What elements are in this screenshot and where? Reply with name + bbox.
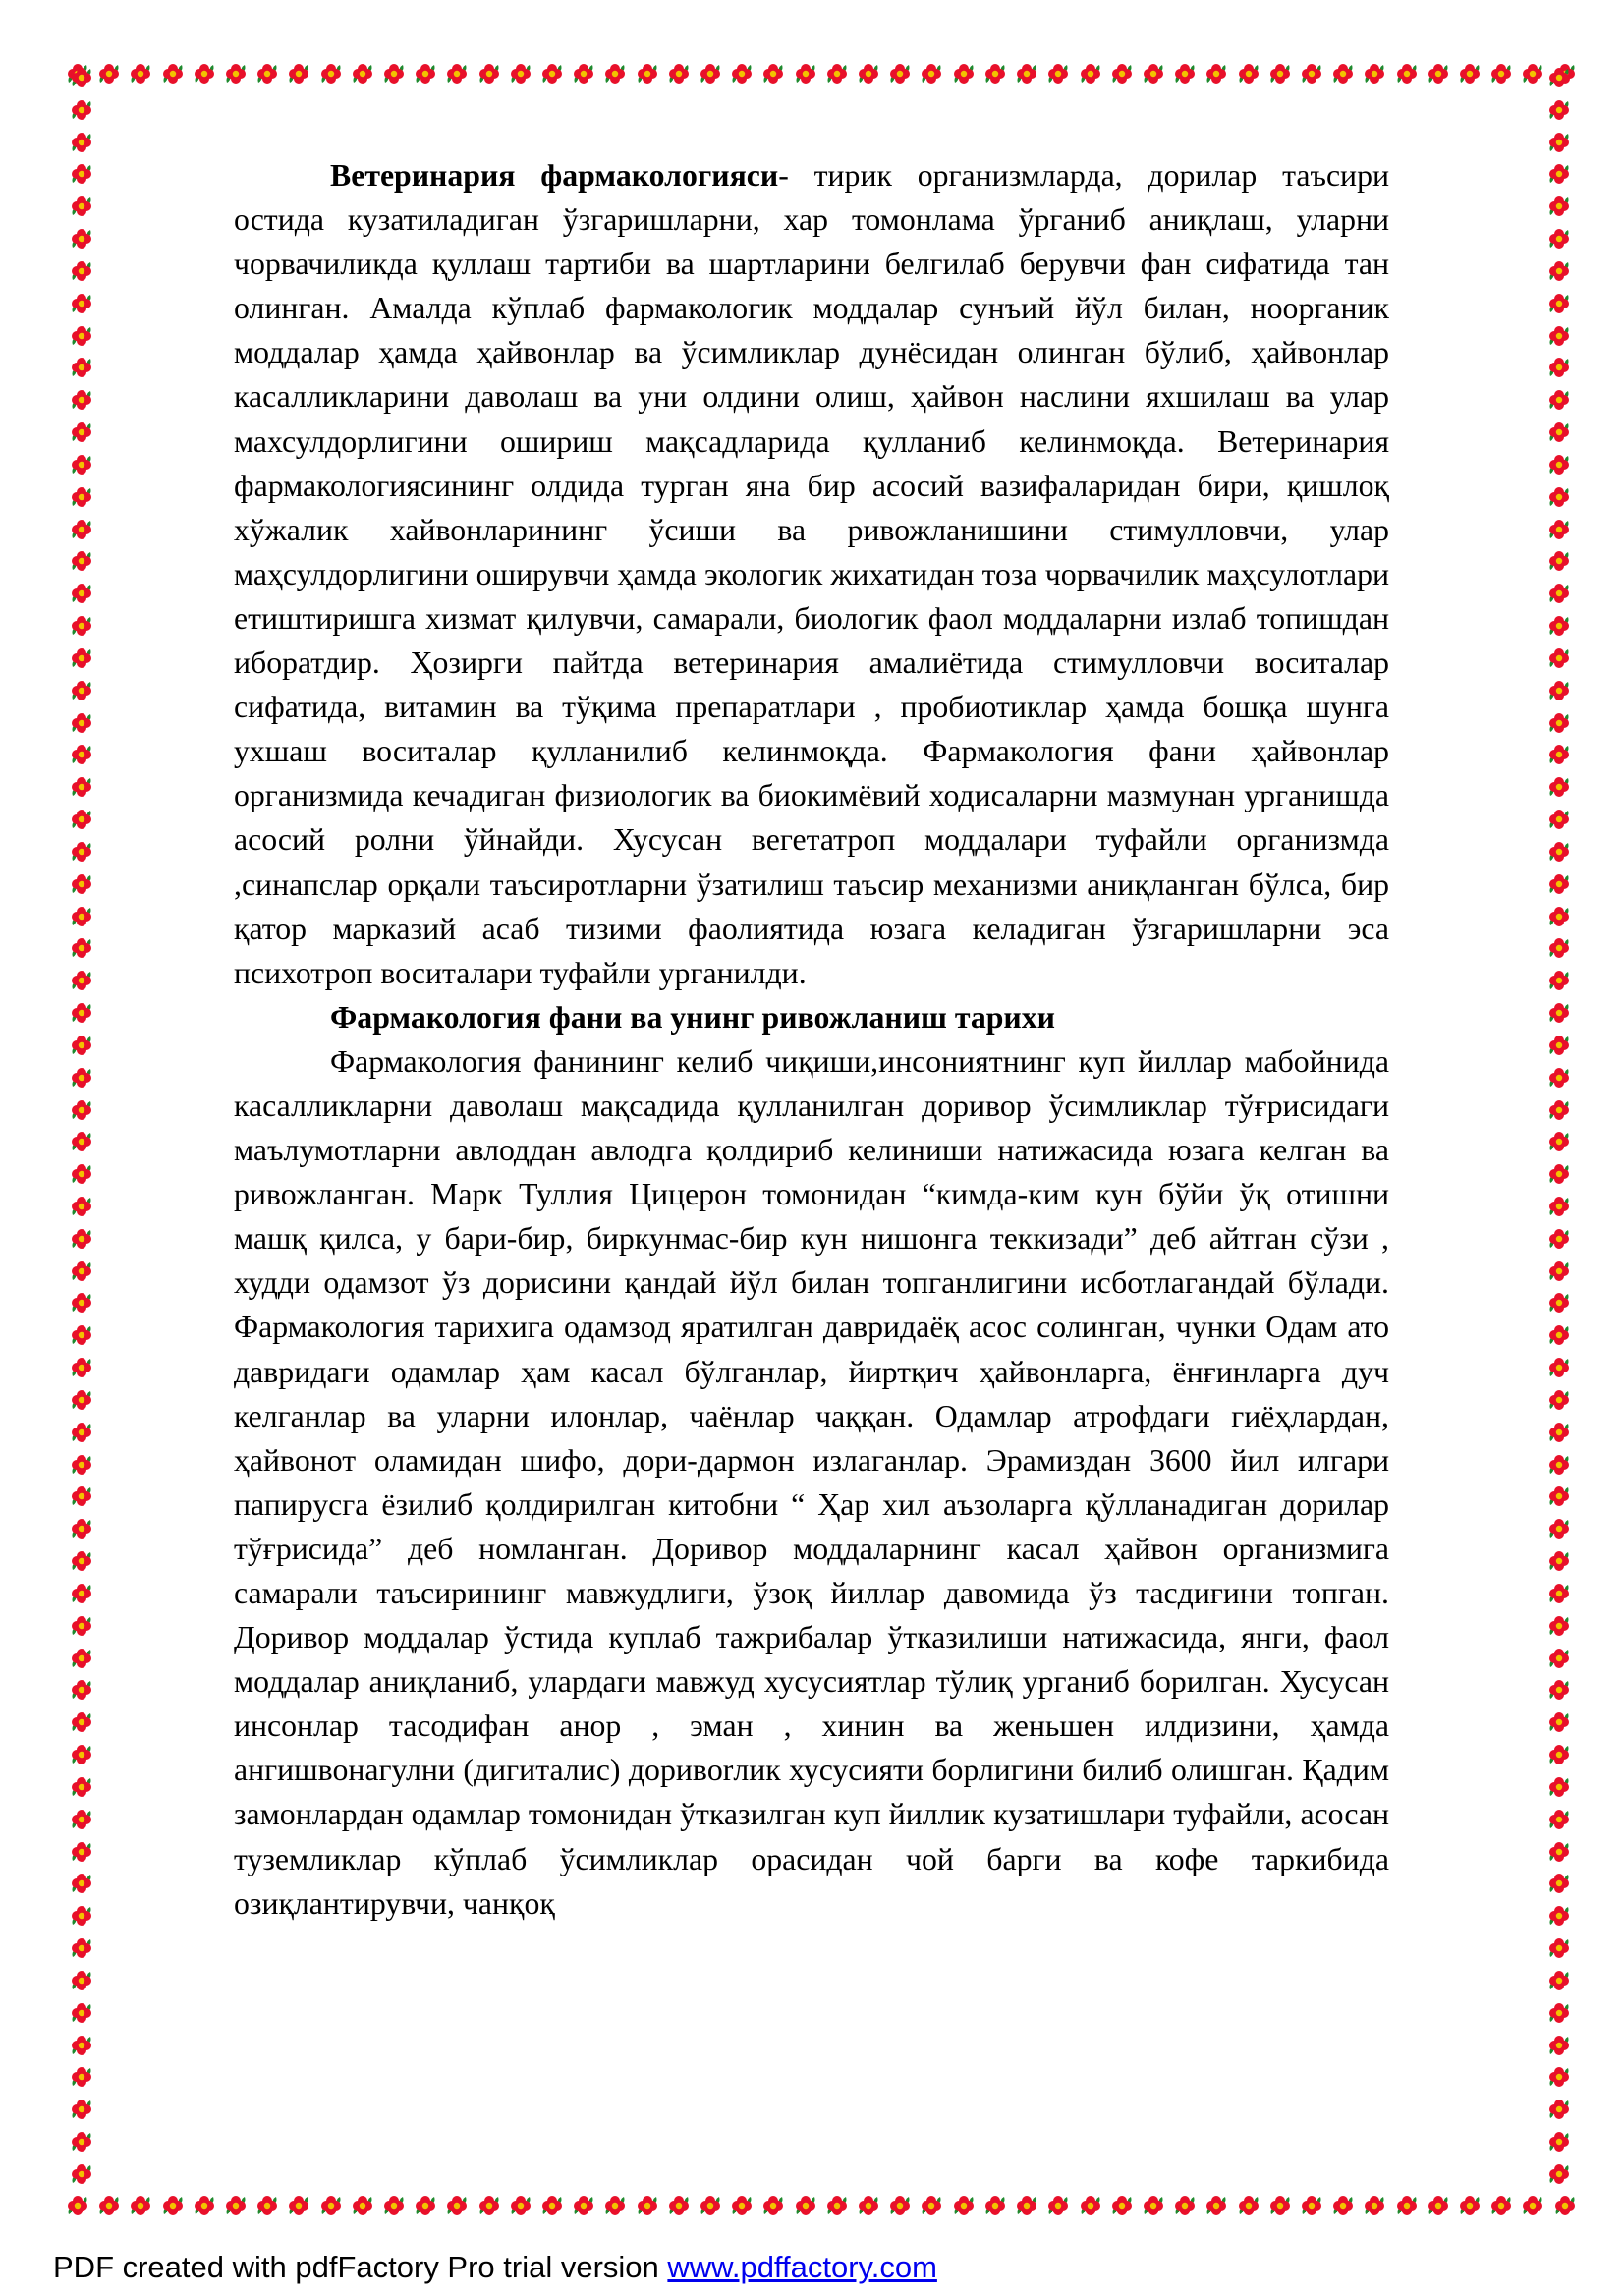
red-flower-icon bbox=[1546, 710, 1572, 736]
red-flower-icon bbox=[1267, 61, 1293, 86]
red-flower-icon bbox=[318, 2193, 344, 2218]
red-flower-icon bbox=[1299, 2193, 1324, 2218]
red-flower-icon bbox=[444, 2193, 470, 2218]
red-flower-icon bbox=[1546, 2097, 1572, 2122]
red-flower-icon bbox=[1546, 323, 1572, 349]
red-flower-icon bbox=[1546, 1097, 1572, 1123]
red-flower-icon bbox=[1546, 1807, 1572, 1832]
red-flower-icon bbox=[69, 97, 94, 123]
red-flower-icon bbox=[1014, 2193, 1039, 2218]
red-flower-icon bbox=[1546, 839, 1572, 865]
red-flower-icon bbox=[760, 61, 786, 86]
red-flower-icon bbox=[65, 2193, 90, 2218]
red-flower-icon bbox=[571, 2193, 596, 2218]
red-flower-icon bbox=[69, 1322, 94, 1348]
red-flower-icon bbox=[1204, 61, 1229, 86]
border-bottom bbox=[65, 2193, 1578, 2226]
red-flower-icon bbox=[1362, 61, 1387, 86]
section-heading: Фармакология фани ва унинг ривожланиш тарихи bbox=[330, 999, 1055, 1035]
red-flower-icon bbox=[1078, 2193, 1103, 2218]
red-flower-icon bbox=[1546, 226, 1572, 252]
red-flower-icon bbox=[666, 2193, 692, 2218]
red-flower-icon bbox=[729, 2193, 755, 2218]
red-flower-icon bbox=[666, 61, 692, 86]
red-flower-icon bbox=[69, 1065, 94, 1091]
red-flower-icon bbox=[69, 935, 94, 961]
paragraph-intro bbox=[234, 153, 1389, 995]
red-flower-icon bbox=[69, 2033, 94, 2058]
red-flower-icon bbox=[1546, 1742, 1572, 1767]
red-flower-icon bbox=[69, 1742, 94, 1767]
red-flower-icon bbox=[1267, 2193, 1293, 2218]
red-flower-icon bbox=[824, 2193, 850, 2218]
red-flower-icon bbox=[1546, 194, 1572, 219]
red-flower-icon bbox=[69, 871, 94, 897]
red-flower-icon bbox=[698, 61, 723, 86]
red-flower-icon bbox=[69, 1226, 94, 1252]
red-flower-icon bbox=[1546, 1226, 1572, 1252]
red-flower-icon bbox=[1546, 1581, 1572, 1606]
red-flower-icon bbox=[539, 2193, 565, 2218]
red-flower-icon bbox=[69, 323, 94, 349]
red-flower-icon bbox=[69, 161, 94, 187]
red-flower-icon bbox=[69, 2161, 94, 2187]
pdf-footer bbox=[53, 2250, 937, 2285]
red-flower-icon bbox=[69, 1516, 94, 1541]
red-flower-icon bbox=[128, 2193, 153, 2218]
red-flower-icon bbox=[69, 1581, 94, 1606]
red-flower-icon bbox=[192, 61, 217, 86]
paragraph-history: Фармакология фанининг келиб чиқиши,инсониятнинг куп йиллар мабойнида касалликларни даволаш мақсадида қулланилган доривор ўсимликлар тўғрисидаги маълумотларни авлоддан авлодга қолдириб келиниши натижасида юзага келган ва ривожланган. Марк Туллия Цицерон томонидан “кимда-ким кун бўйи ўқ отишни машқ қилса, у бари-бир, биркунмас-бир кун нишонга теккизади” деб айтган сўзи , худди одамзот ўз дорисини қандай йўл билан топганлигини исботлагандай бўлади. Фармакология тарихига одамзод яратилган давридаёқ асос солинган, чунки Одам ато давридаги одамлар ҳам касал бўлганлар, йиртқич ҳайвонларга, ёнғинларга дуч келганлар ва уларни илонлар, чаёнлар чаққан. Одамлар атрофдаги гиёҳлардан, ҳайвонот оламидан шифо, дори-дармон излаганлар. Эрамиздан 3600 йил илгари папирусга ёзилиб қолдирилган китобни “ Ҳар хил аъзоларга қўлланадиган дорилар тўғрисида” деб номланган. Доривор моддаларнинг касал ҳайвон организмига самарали таъсирининг мавжудлиги, ўзоқ йиллар давомида ўз тасдиғини топган. Доривор моддалар ўстида куплаб тажрибалар ўтказилиши натижасида, янги, фаол моддалар аниқланиб, улардаги мавжуд хусусиятлар тўлиқ урганиб борилган. Хусусан инсонлар тасодифан анор , эман , хинин ва женьшен илдизини, ҳамда ангишвонагулни (дигиталис) доривorлик хусусияти борлигини билиб олишган. Қадим замонлардан одамлар томонидан ўтказилган куп йиллик кузатишлари туфайли, асосан туземликлар кўплаб ўсимликлар орасидан чой барги ва кофе таркибида озиқлантирувчи, чанқоқ bbox=[234, 1043, 1389, 1921]
red-flower-icon bbox=[160, 61, 186, 86]
red-flower-icon bbox=[1546, 2000, 1572, 2026]
red-flower-icon bbox=[69, 1000, 94, 1026]
red-flower-icon bbox=[69, 1935, 94, 1961]
border-left bbox=[65, 65, 98, 2187]
red-flower-icon bbox=[1546, 742, 1572, 767]
red-flower-icon bbox=[1546, 1322, 1572, 1348]
red-flower-icon bbox=[160, 2193, 186, 2218]
red-flower-icon bbox=[1546, 452, 1572, 477]
red-flower-icon bbox=[476, 2193, 502, 2218]
red-flower-icon bbox=[1546, 774, 1572, 800]
red-flower-icon bbox=[1204, 2193, 1229, 2218]
red-flower-icon bbox=[982, 2193, 1008, 2218]
red-flower-icon bbox=[69, 645, 94, 671]
red-flower-icon bbox=[69, 65, 94, 90]
red-flower-icon bbox=[444, 61, 470, 86]
red-flower-icon bbox=[1546, 1484, 1572, 1509]
red-flower-icon bbox=[1330, 61, 1356, 86]
red-flower-icon bbox=[887, 2193, 913, 2218]
red-flower-icon bbox=[856, 61, 881, 86]
red-flower-icon bbox=[69, 1839, 94, 1865]
red-flower-icon bbox=[1546, 1129, 1572, 1154]
red-flower-icon bbox=[1546, 548, 1572, 574]
red-flower-icon bbox=[982, 61, 1008, 86]
red-flower-icon bbox=[1546, 1420, 1572, 1445]
red-flower-icon bbox=[1546, 387, 1572, 413]
red-flower-icon bbox=[698, 2193, 723, 2218]
red-flower-icon bbox=[1546, 678, 1572, 703]
red-flower-icon bbox=[1546, 645, 1572, 671]
red-flower-icon bbox=[318, 61, 344, 86]
red-flower-icon bbox=[1520, 2193, 1545, 2218]
red-flower-icon bbox=[951, 61, 977, 86]
red-flower-icon bbox=[1078, 61, 1103, 86]
red-flower-icon bbox=[69, 452, 94, 477]
red-flower-icon bbox=[286, 2193, 311, 2218]
red-flower-icon bbox=[381, 61, 407, 86]
red-flower-icon bbox=[1546, 581, 1572, 606]
red-flower-icon bbox=[1546, 65, 1572, 90]
red-flower-icon bbox=[793, 2193, 818, 2218]
red-flower-icon bbox=[69, 2064, 94, 2090]
red-flower-icon bbox=[1546, 613, 1572, 639]
red-flower-icon bbox=[1546, 97, 1572, 123]
red-flower-icon bbox=[1546, 1646, 1572, 1671]
red-flower-icon bbox=[1546, 2064, 1572, 2090]
red-flower-icon bbox=[1546, 1968, 1572, 1993]
red-flower-icon bbox=[1546, 1516, 1572, 1541]
red-flower-icon bbox=[1394, 2193, 1420, 2218]
red-flower-icon bbox=[1546, 1839, 1572, 1865]
document-body bbox=[234, 153, 1389, 1926]
red-flower-icon bbox=[1141, 61, 1166, 86]
red-flower-icon bbox=[69, 1548, 94, 1574]
red-flower-icon bbox=[760, 2193, 786, 2218]
red-flower-icon bbox=[69, 774, 94, 800]
red-flower-icon bbox=[69, 1903, 94, 1929]
red-flower-icon bbox=[951, 2193, 977, 2218]
red-flower-icon bbox=[1546, 871, 1572, 897]
red-flower-icon bbox=[413, 2193, 438, 2218]
red-flower-icon bbox=[1546, 1033, 1572, 1058]
red-flower-icon bbox=[69, 581, 94, 606]
red-flower-icon bbox=[1546, 258, 1572, 284]
paragraph-intro-text: - тирик организмларда, дорилар таъсири остида кузатиладиган ўзгаришларни, хар томонлама ўрганиб аниқлаш, уларни чорвачиликда қуллаш тартиби ва шартларини белгилаб берувчи фан сифатида тан олинган. Амалда кўплаб фармакологик моддалар сунъий йўл билан, ноорганик моддалар ҳамда ҳайвонлар ва ўсимликлар дунёсидан олинган бўлиб, ҳайвонлар касалликларини даволаш ва уни олдини олиш, ҳайвон наслини яхшилаш ва улар махсулдорлигини ошириш мақсадларида қулланиб келинмоқда. Ветеринария фармакологиясининг олдида турган яна бир асосий вазифаларидан бири, қишлоқ хўжалик хайвонларининг ўсиши ва ривожланишини стимулловчи, улар маҳсулдорлигини оширувчи ҳамда экологик жихатидан тоза чорвачилик маҳсулотлари етиштиришга хизмат қилувчи, самарали, биологик фаол моддаларни излаб топишдан иборатдир. Ҳозирги пайтда ветеринария амалиётида стимулловчи воситалар сифатида, витамин ва тўқима препаратлари , пробиотиклар ҳамда бошқа шунга ухшаш воситалар қулланилиб келинмоқда. Фармакология фани ҳайвонлар организмида кечадиган физиологик ва биокимёвий ходисаларни мазмунан урганишда асосий ролни ўйнайди. Хусусан вегетатроп моддалари туфайли организмда ,синапслар орқали таъсиротларни ўзатилиш таъсир механизми аниқланган бўлса, бир қатор марказий асаб тизими фаолиятида юзага келадиган ўзгаришларни эса психотроп воситалари туфайли урганилди. bbox=[234, 158, 1389, 990]
red-flower-icon bbox=[539, 61, 565, 86]
red-flower-icon bbox=[96, 2193, 122, 2218]
red-flower-icon bbox=[69, 807, 94, 832]
red-flower-icon bbox=[69, 1807, 94, 1832]
red-flower-icon bbox=[508, 2193, 533, 2218]
red-flower-icon bbox=[1546, 1774, 1572, 1800]
red-flower-icon bbox=[1546, 1355, 1572, 1380]
red-flower-icon bbox=[1236, 61, 1261, 86]
red-flower-icon bbox=[1546, 2033, 1572, 2058]
red-flower-icon bbox=[69, 678, 94, 703]
red-flower-icon bbox=[69, 2129, 94, 2155]
red-flower-icon bbox=[69, 1613, 94, 1639]
red-flower-icon bbox=[1546, 1161, 1572, 1187]
red-flower-icon bbox=[1426, 2193, 1451, 2218]
red-flower-icon bbox=[1552, 2193, 1578, 2218]
red-flower-icon bbox=[1546, 161, 1572, 187]
red-flower-icon bbox=[1546, 1709, 1572, 1735]
red-flower-icon bbox=[69, 1033, 94, 1058]
red-flower-icon bbox=[635, 61, 660, 86]
red-flower-icon bbox=[69, 1420, 94, 1445]
red-flower-icon bbox=[571, 61, 596, 86]
red-flower-icon bbox=[69, 258, 94, 284]
red-flower-icon bbox=[69, 194, 94, 219]
red-flower-icon bbox=[1546, 935, 1572, 961]
red-flower-icon bbox=[1299, 61, 1324, 86]
red-flower-icon bbox=[1426, 61, 1451, 86]
red-flower-icon bbox=[1546, 968, 1572, 993]
red-flower-icon bbox=[69, 1452, 94, 1478]
red-flower-icon bbox=[1546, 1259, 1572, 1284]
red-flower-icon bbox=[413, 61, 438, 86]
red-flower-icon bbox=[69, 1290, 94, 1316]
red-flower-icon bbox=[1362, 2193, 1387, 2218]
red-flower-icon bbox=[887, 61, 913, 86]
red-flower-icon bbox=[69, 1097, 94, 1123]
red-flower-icon bbox=[1546, 1452, 1572, 1478]
red-flower-icon bbox=[1546, 2129, 1572, 2155]
red-flower-icon bbox=[1546, 1613, 1572, 1639]
red-flower-icon bbox=[69, 130, 94, 155]
red-flower-icon bbox=[1546, 1548, 1572, 1574]
red-flower-icon bbox=[508, 61, 533, 86]
red-flower-icon bbox=[69, 1709, 94, 1735]
red-flower-icon bbox=[1546, 1677, 1572, 1703]
red-flower-icon bbox=[1457, 61, 1483, 86]
red-flower-icon bbox=[96, 61, 122, 86]
red-flower-icon bbox=[1546, 2161, 1572, 2187]
red-flower-icon bbox=[1546, 1935, 1572, 1961]
red-flower-icon bbox=[729, 61, 755, 86]
red-flower-icon bbox=[1172, 61, 1198, 86]
red-flower-icon bbox=[602, 2193, 628, 2218]
red-flower-icon bbox=[192, 2193, 217, 2218]
term-bold: Ветеринария фармакологияси bbox=[330, 158, 779, 193]
red-flower-icon bbox=[1546, 291, 1572, 316]
border-right bbox=[1542, 65, 1576, 2187]
red-flower-icon bbox=[1045, 61, 1071, 86]
red-flower-icon bbox=[1546, 904, 1572, 929]
red-flower-icon bbox=[1546, 1290, 1572, 1316]
red-flower-icon bbox=[69, 1871, 94, 1896]
red-flower-icon bbox=[69, 2000, 94, 2026]
red-flower-icon bbox=[1141, 2193, 1166, 2218]
red-flower-icon bbox=[1546, 420, 1572, 445]
red-flower-icon bbox=[69, 1484, 94, 1509]
red-flower-icon bbox=[476, 61, 502, 86]
red-flower-icon bbox=[602, 61, 628, 86]
red-flower-icon bbox=[69, 1161, 94, 1187]
red-flower-icon bbox=[1546, 1194, 1572, 1219]
red-flower-icon bbox=[1394, 61, 1420, 86]
red-flower-icon bbox=[824, 61, 850, 86]
red-flower-icon bbox=[69, 420, 94, 445]
red-flower-icon bbox=[69, 1646, 94, 1671]
red-flower-icon bbox=[69, 904, 94, 929]
red-flower-icon bbox=[69, 1774, 94, 1800]
red-flower-icon bbox=[69, 226, 94, 252]
red-flower-icon bbox=[69, 517, 94, 542]
red-flower-icon bbox=[69, 484, 94, 510]
red-flower-icon bbox=[856, 2193, 881, 2218]
red-flower-icon bbox=[1236, 2193, 1261, 2218]
red-flower-icon bbox=[69, 1968, 94, 1993]
red-flower-icon bbox=[1546, 1387, 1572, 1413]
red-flower-icon bbox=[69, 548, 94, 574]
red-flower-icon bbox=[223, 61, 249, 86]
red-flower-icon bbox=[793, 61, 818, 86]
red-flower-icon bbox=[381, 2193, 407, 2218]
red-flower-icon bbox=[69, 1387, 94, 1413]
red-flower-icon bbox=[69, 968, 94, 993]
red-flower-icon bbox=[1546, 130, 1572, 155]
red-flower-icon bbox=[1457, 2193, 1483, 2218]
red-flower-icon bbox=[69, 291, 94, 316]
red-flower-icon bbox=[286, 61, 311, 86]
red-flower-icon bbox=[635, 2193, 660, 2218]
red-flower-icon bbox=[1014, 61, 1039, 86]
footer-link[interactable]: www.pdffactory.com bbox=[667, 2250, 937, 2284]
red-flower-icon bbox=[1109, 2193, 1135, 2218]
red-flower-icon bbox=[69, 2097, 94, 2122]
red-flower-icon bbox=[254, 61, 280, 86]
red-flower-icon bbox=[128, 61, 153, 86]
red-flower-icon bbox=[919, 2193, 944, 2218]
red-flower-icon bbox=[1546, 1871, 1572, 1896]
red-flower-icon bbox=[1546, 517, 1572, 542]
red-flower-icon bbox=[350, 61, 375, 86]
red-flower-icon bbox=[254, 2193, 280, 2218]
red-flower-icon bbox=[1546, 355, 1572, 380]
red-flower-icon bbox=[1546, 1000, 1572, 1026]
red-flower-icon bbox=[1172, 2193, 1198, 2218]
red-flower-icon bbox=[69, 1677, 94, 1703]
red-flower-icon bbox=[1546, 1903, 1572, 1929]
red-flower-icon bbox=[350, 2193, 375, 2218]
red-flower-icon bbox=[919, 61, 944, 86]
red-flower-icon bbox=[223, 2193, 249, 2218]
red-flower-icon bbox=[1488, 61, 1514, 86]
red-flower-icon bbox=[1546, 484, 1572, 510]
border-top bbox=[65, 61, 1578, 94]
red-flower-icon bbox=[1546, 807, 1572, 832]
red-flower-icon bbox=[1045, 2193, 1071, 2218]
red-flower-icon bbox=[69, 1194, 94, 1219]
red-flower-icon bbox=[69, 613, 94, 639]
red-flower-icon bbox=[69, 355, 94, 380]
red-flower-icon bbox=[69, 1259, 94, 1284]
red-flower-icon bbox=[69, 710, 94, 736]
red-flower-icon bbox=[69, 1129, 94, 1154]
red-flower-icon bbox=[1330, 2193, 1356, 2218]
footer-text: PDF created with pdfFactory Pro trial version bbox=[53, 2250, 668, 2284]
red-flower-icon bbox=[69, 1355, 94, 1380]
red-flower-icon bbox=[69, 387, 94, 413]
red-flower-icon bbox=[1546, 1065, 1572, 1091]
red-flower-icon bbox=[1488, 2193, 1514, 2218]
red-flower-icon bbox=[69, 839, 94, 865]
red-flower-icon bbox=[69, 742, 94, 767]
red-flower-icon bbox=[1109, 61, 1135, 86]
